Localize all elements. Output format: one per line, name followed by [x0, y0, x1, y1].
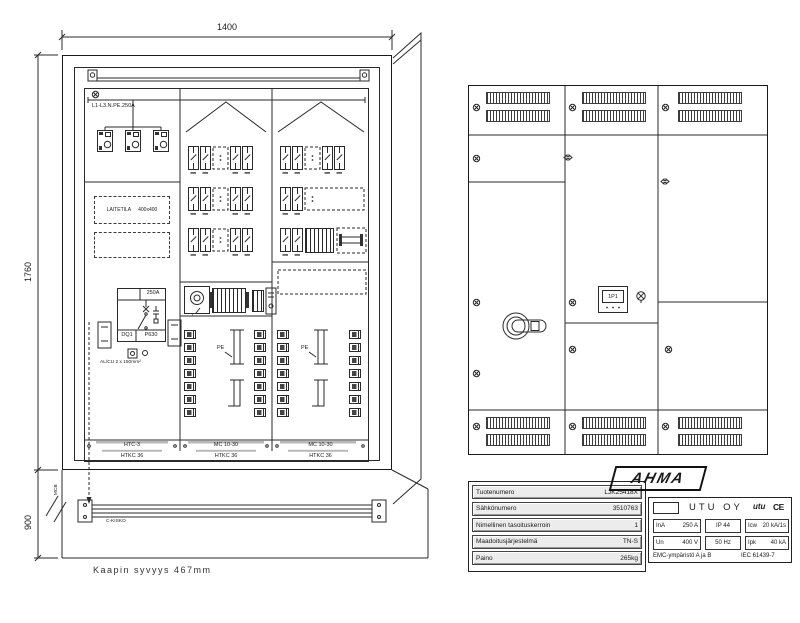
vent-grille — [678, 417, 742, 429]
table-row — [472, 551, 642, 565]
small-block — [252, 290, 264, 312]
rating-cell — [705, 519, 741, 533]
cable-tag-label: MCB — [54, 484, 59, 495]
rating-value: 20 kA/1s — [762, 523, 786, 529]
switch-rating-label: 250A — [146, 290, 160, 296]
pe-label-right: PE — [301, 345, 309, 351]
rating-label: InA — [656, 523, 666, 529]
pe-label-mid: PE — [217, 345, 225, 351]
rating-value: 40 kA — [770, 540, 786, 546]
info-table — [468, 481, 646, 572]
ce-mark: CE — [773, 502, 784, 512]
row-label: Nimellinen tasoituskerroin — [476, 521, 551, 529]
open-door-outline — [393, 33, 421, 504]
nameplate — [648, 497, 792, 563]
narrow-breaker-group — [305, 228, 334, 253]
rating-cell — [745, 536, 789, 550]
section2-frame-label: MC 10-30 — [213, 441, 239, 448]
laitetila-size: 400x400 — [138, 207, 158, 213]
dim-base-label: 900 — [23, 514, 33, 530]
vent-grille — [582, 110, 646, 122]
section1-base-label: HTKC 36 — [120, 452, 144, 459]
rating-label: Un — [656, 540, 664, 546]
rating-cell — [705, 536, 741, 550]
table-row — [472, 502, 642, 516]
dim-height-label: 1760 — [23, 261, 33, 282]
switch-type-label: P630 — [144, 332, 158, 338]
section3-frame-label: MC 10-30 — [308, 441, 333, 448]
busbar-block — [212, 288, 246, 313]
vent-grille — [486, 417, 550, 429]
reserve-box — [94, 232, 170, 258]
vent-grille — [678, 92, 742, 104]
row-label: Paino — [476, 554, 493, 562]
dim-width-label: 1400 — [216, 22, 238, 32]
rating-label: Ipk — [748, 540, 757, 546]
table-row — [472, 518, 642, 532]
vent-grille — [486, 434, 550, 446]
brand-logo — [609, 466, 708, 491]
utu-logo: utu — [753, 502, 766, 511]
standard-note: IEC 61439-7 — [741, 553, 775, 559]
meter-box — [184, 286, 210, 314]
rating-value: 250 A — [682, 523, 698, 529]
row-label: Tuotenumero — [476, 488, 515, 496]
busbar-label: L1-L3.N.PE.250A — [92, 103, 135, 109]
rating-cell — [745, 519, 789, 533]
section3-base-label: HTKC 36 — [309, 452, 332, 459]
vent-grille — [582, 434, 646, 446]
vent-grille — [582, 92, 646, 104]
table-row — [472, 535, 642, 549]
rating-cell — [653, 536, 701, 550]
row-value: TN-S — [622, 538, 638, 546]
row-value: LJK25418X — [604, 488, 638, 496]
company-name: UTU OY — [689, 502, 743, 513]
vent-grille — [582, 417, 646, 429]
mounting-panel — [84, 88, 369, 462]
vent-grille — [678, 434, 742, 446]
serial-box — [653, 502, 679, 514]
section2-base-label: HTKC 36 — [214, 452, 238, 459]
brand-name: AHMA — [629, 470, 687, 487]
vent-grille — [486, 110, 550, 122]
meter-device-display — [602, 290, 624, 303]
laitetila-box — [94, 196, 170, 224]
rating-cell — [653, 519, 701, 533]
rating-value: 50 Hz — [715, 540, 731, 546]
switch-id-label: DQ1 — [121, 332, 133, 338]
vent-grille — [486, 92, 550, 104]
cable-note-label: AL/CU 2 x 150mm² — [100, 360, 141, 365]
row-value: 3510763 — [612, 505, 638, 513]
emc-note: EMC-ympäristö A ja B — [653, 553, 712, 559]
rating-value: 400 V — [682, 540, 698, 546]
row-label: Sähkönumero — [476, 505, 517, 513]
section1-frame-label: HTC-3 — [123, 441, 141, 448]
row-value: 1 — [634, 521, 638, 529]
meter-tag-label: 1 — [191, 313, 194, 318]
laitetila-label: LAITETILA — [106, 207, 132, 213]
meter-device-label: 1P1 — [608, 294, 618, 300]
rail-label: C-KISKO — [106, 519, 126, 524]
row-value: 265kg — [620, 554, 638, 562]
front-view-outer — [468, 85, 768, 455]
vent-grille — [678, 110, 742, 122]
base-outline — [46, 470, 428, 558]
rating-label: Icw — [748, 523, 757, 529]
rating-value: IP 44 — [716, 523, 730, 529]
depth-note: Kaapin syvyys 467mm — [93, 565, 212, 575]
row-label: Maadoitusjärjestelmä — [476, 538, 538, 546]
